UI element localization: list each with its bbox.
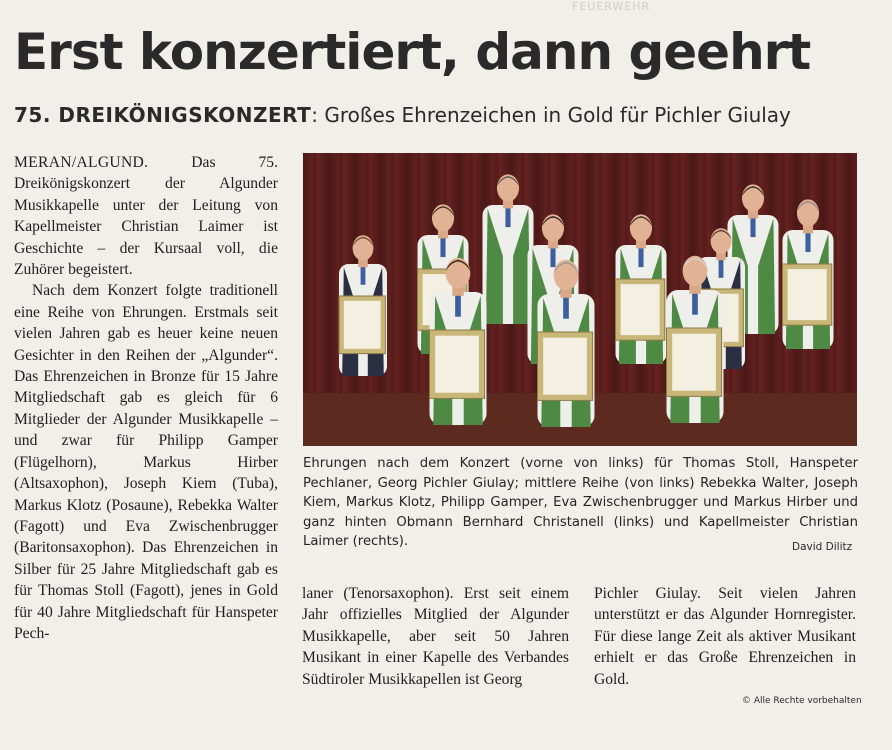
photo-credit: David Dilitz	[792, 541, 853, 553]
paragraph-4: Pichler Giulay. Seit vielen Jahren unterstützt er das Algunder Hornregister. Für diese lange Zeit als aktiver Musikant erhielt er das Große Ehrenzeichen in Gold.	[594, 585, 856, 688]
paragraph-1: Das 75. Dreikönigskonzert der Algunder Musikkapelle unter der Leitung von Kapellmeister Christian Laimer ist Geschichte – der Kursaal voll, die Zuhörer begeistert.	[14, 154, 278, 279]
paragraph-2: Nach dem Konzert folgte traditionell eine Reihe von Ehrungen. Erstmals seit vielen Jahren gab es heuer keine neuen Gesichter in den Reihen der „Algunder“. Das Ehrenzeichen in Bronze für 15 Jahre Mitgliedschaft gab es gleich für 6 Mitglieder der Algunder Musikkapelle – und zwar für Philipp Gamper (Flügelhorn), Markus Hirber (Altsaxophon), Joseph Kiem (Tuba), Markus Klotz (Posaune), Rebekka Walter (Fagott) und Eva Zwischenbrugger (Baritonsaxophon). Das Ehrenzeichen in Silber für 25 Jahre Mitgliedschaft gab es für Thomas Stoll (Fagott), jenes in Gold für 40 Jahre Mitgliedschaft für Hanspeter Pech-	[14, 282, 278, 642]
copyright-notice: © Alle Rechte vorbehalten	[742, 696, 862, 706]
subhead-kicker: 75. DREIKÖNIGSKONZERT	[14, 103, 312, 127]
dateline: MERAN/ALGUND.	[14, 154, 149, 171]
photo-caption: Ehrungen nach dem Konzert (vorne von links) für Thomas Stoll, Hanspeter Pechlaner, Georg Pichler Giulay; mittlere Reihe (von links) Rebekka Walter, Joseph Kiem, Markus Klotz, Philipp Gamper, Eva Zwischenbrugger und Markus Hirber und ganz hinten Obmann Bernhard Christanell (links) und Kapellmeister Christian Laimer (rechts).	[303, 456, 858, 549]
article-column-2	[302, 583, 569, 690]
paragraph-3: laner (Tenorsaxophon). Erst seit einem Jahr offizielles Mitglied der Algunder Musikkapelle, aber seit 50 Jahren Musikant in einer Kapelle des Verbandes Südtiroler Musikkapellen ist Georg	[302, 585, 569, 688]
group-photo-illustration	[303, 153, 857, 446]
headline: Erst konzertiert, dann geehrt	[14, 23, 811, 81]
group-photo	[303, 153, 857, 446]
article-column-1	[14, 152, 278, 644]
article-column-3	[594, 583, 856, 690]
bleed-through-text: FEUERWEHR	[572, 0, 651, 13]
subhead	[14, 100, 791, 130]
subhead-text: : Großes Ehrenzeichen in Gold für Pichler Giulay	[311, 103, 791, 127]
